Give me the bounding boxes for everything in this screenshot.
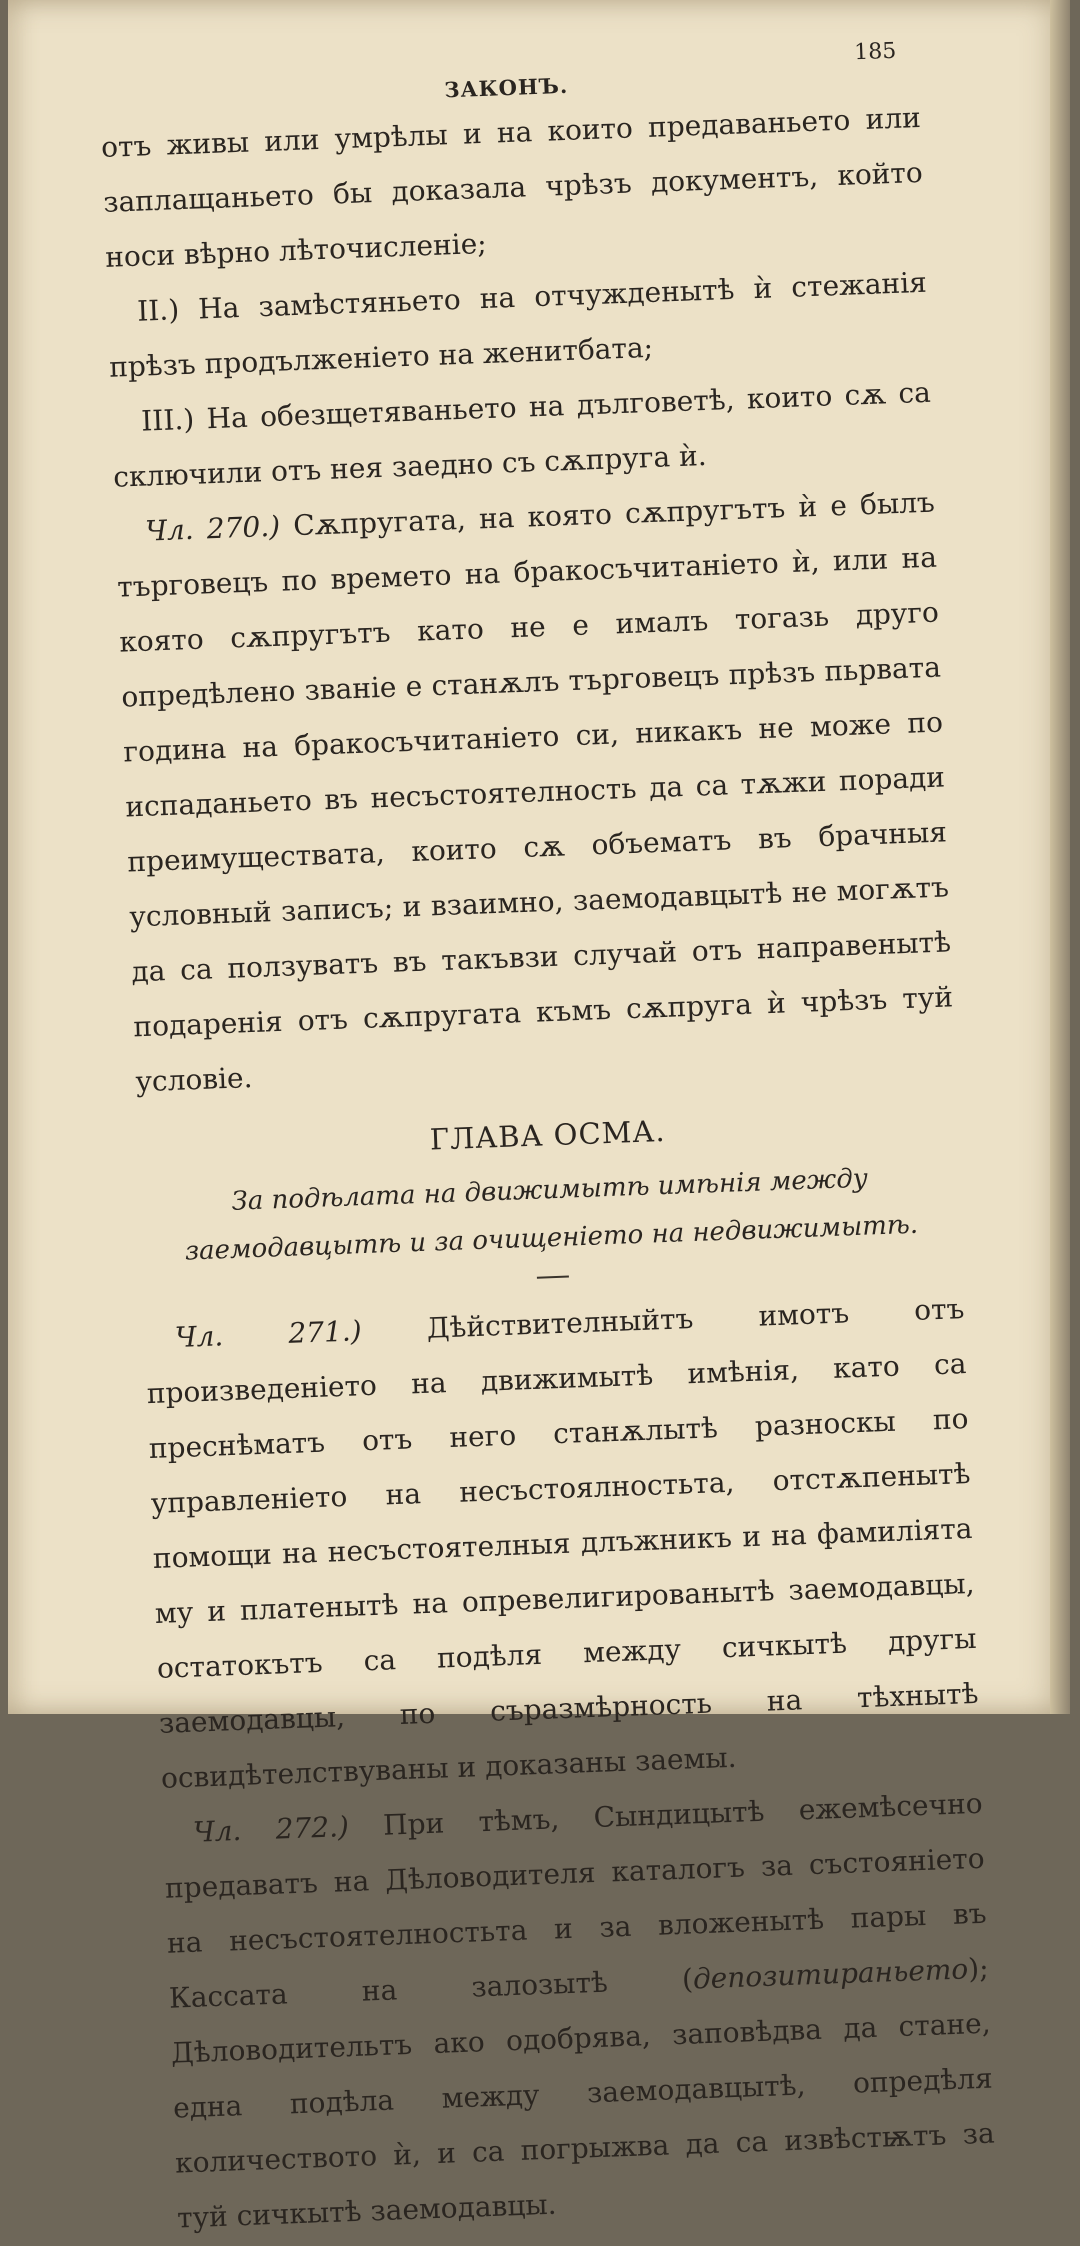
article-272-text-b: ); Дѣловодительтъ ако одобрява, заповѣдва да стане, една подѣла между заемодавцытѣ, опредѣля количеството ѝ, и са погрыжва да са извѣстѭтъ за туй сичкытѣ заемодавцы. bbox=[170, 1951, 996, 2235]
paragraph-continuation: отъ живы или умрѣлы и на които предаваньето или заплащаньето бы доказала чрѣзъ документъ, който носи вѣрно лѣточисленіе; bbox=[100, 100, 924, 274]
page-number: 185 bbox=[853, 38, 897, 66]
article-272-label: Чл. 272.) bbox=[192, 1810, 350, 1849]
chapter-title: ГЛАВА ОСМА. bbox=[429, 1113, 667, 1157]
paragraph-item-2: II.) На замѣстяньето на отчужденытѣ ѝ стежанія прѣзъ продълженіето на женитбата; bbox=[108, 265, 928, 384]
page-edge-shadow bbox=[1050, 0, 1070, 1714]
article-272-text-a: При тѣмъ, Сындицытѣ ежемѣсечно предаватъ на Дѣловодителя каталогъ за състояніето на несъстоятелностьта и за вложенытѣ пары въ Кассата на залозытѣ ( bbox=[164, 1786, 988, 2015]
article-271-text: Дѣйствителныйтъ имотъ отъ произведеніето на движимытѣ имѣнія, като са преснѣматъ отъ него станѫлытѣ разноскы по управленіето на несъстоялностьта, отстѫпенытѣ помощи на несъстоятелныя длъжникъ и на фамиліята му и платенытѣ на опревелигированытѣ заемодавцы, остатокътъ са подѣля между сичкытѣ другы заемодавцы, по съразмѣрность на тѣхнытѣ освидѣтелствуваны и доказаны заемы. bbox=[146, 1292, 980, 1795]
article-270 bbox=[114, 475, 956, 1110]
article-272 bbox=[162, 1776, 998, 2246]
paragraph-item-3: III.) На обезщетяваньето на дълговетѣ, които сѫ са сключили отъ нея заедно съ сѫпруга ѝ. bbox=[112, 375, 932, 494]
article-271 bbox=[144, 1281, 982, 1806]
article-270-text: Сѫпругата, на която сѫпругътъ ѝ е былъ търговецъ по времето на бракосъчитаніето ѝ, или на която сѫпругътъ като не е ималъ тогазь друго опредѣлено званіе е станѫлъ търговецъ прѣзъ пьрвата година на бракосъчитаніето си, никакъ не може по испаданьето въ несъстоятелность да са тѫжи поради преимуществата, които сѫ объематъ въ брачныя условный записъ; и взаимно, заемодавцытѣ не могѫтъ да са ползуватъ въ такъвзи случай отъ направенытѣ подаренія отъ сѫпругата къмъ сѫпруга ѝ чрѣзъ туй условіе. bbox=[116, 485, 954, 1099]
running-title: ЗАКОНЪ. bbox=[443, 72, 569, 103]
article-271-label: Чл. 271.) bbox=[174, 1314, 363, 1355]
article-270-label: Чл. 270.) bbox=[144, 509, 281, 548]
section-divider bbox=[537, 1276, 569, 1279]
book-page bbox=[8, 0, 1070, 2235]
chapter-subtitle: За подѣлата на движимытѣ имѣнія между заемодавцытѣ и за очищеніето на недвижимытѣ. bbox=[184, 1163, 919, 1267]
page-content bbox=[98, 30, 998, 2246]
article-272-italic-term: депозитираньето bbox=[692, 1952, 969, 1996]
